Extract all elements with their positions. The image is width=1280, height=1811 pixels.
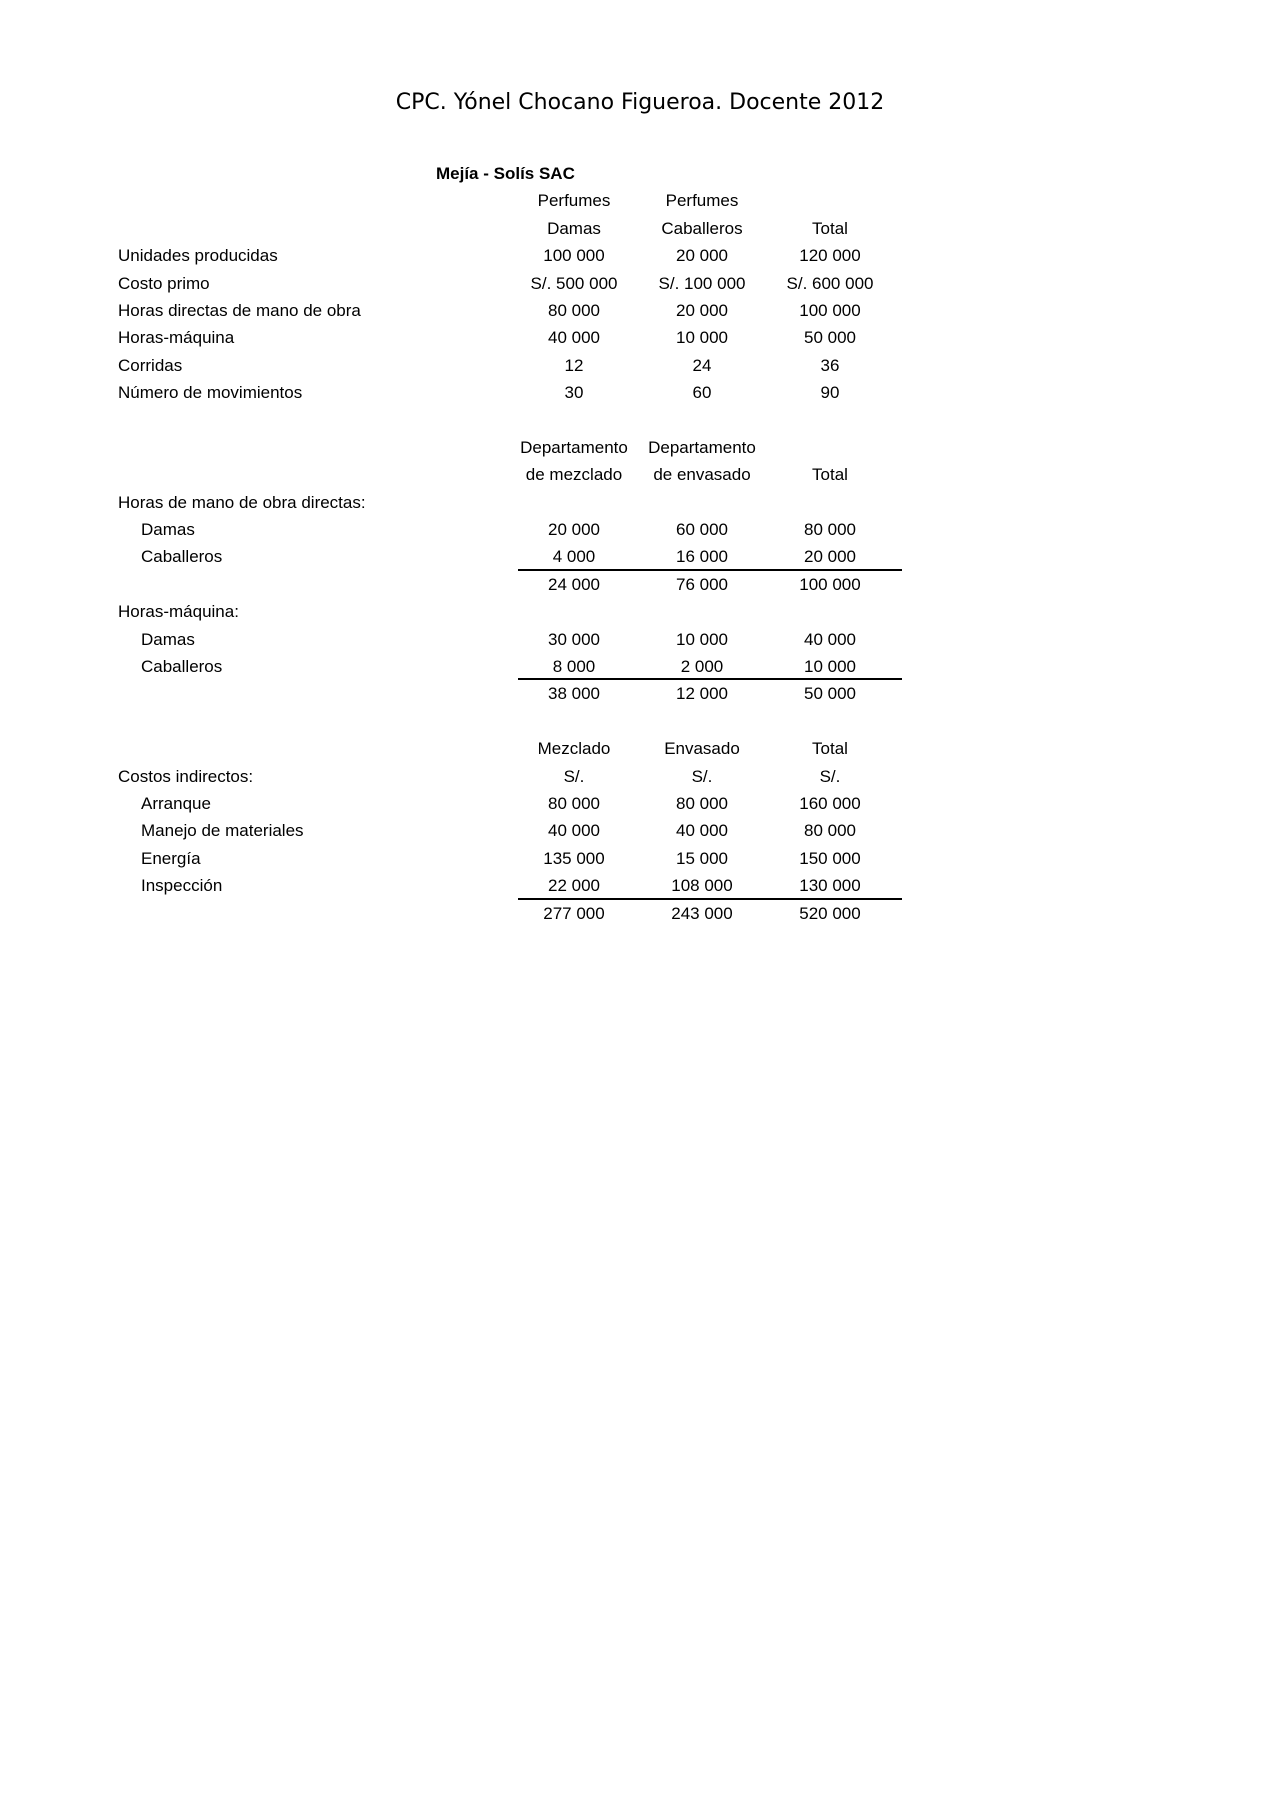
cell: 135 000: [543, 848, 605, 868]
cell: 20 000: [676, 300, 728, 320]
cell: 20 000: [548, 520, 600, 540]
row-label: Unidades producidas: [118, 246, 278, 266]
row-label: Manejo de materiales: [141, 821, 304, 841]
row-label: Arranque: [141, 793, 211, 813]
col-header: de mezclado: [525, 465, 623, 485]
cell: 130 000: [799, 876, 861, 896]
group-label: Horas-máquina:: [118, 602, 239, 622]
cell: S/. 500 000: [530, 273, 618, 293]
company-name: Mejía - Solís SAC: [436, 164, 575, 183]
total-cell: 76 000: [676, 574, 728, 594]
total-cell: 50 000: [804, 684, 856, 704]
row-label: Horas directas de mano de obra: [118, 300, 361, 320]
total-cell: 24 000: [548, 574, 600, 594]
total-cell: 277 000: [543, 903, 605, 923]
row-label: Damas: [141, 629, 195, 649]
cell: 80 000: [676, 793, 728, 813]
group-label: Costos indirectos:: [118, 766, 254, 786]
cell: 150 000: [799, 848, 861, 868]
col-header: Departamento: [520, 437, 628, 457]
total-cell: 243 000: [671, 903, 733, 923]
col-header: Departamento: [648, 437, 756, 457]
row-label: Energía: [141, 848, 201, 868]
cell: 100 000: [799, 300, 861, 320]
col-header: Perfumes: [537, 191, 611, 211]
cell: S/. 600 000: [786, 273, 874, 293]
cell: 15 000: [676, 848, 728, 868]
row-label: Caballeros: [141, 547, 223, 567]
cell: 36: [820, 355, 840, 375]
row-label: Caballeros: [141, 657, 223, 677]
col-header: S/.: [819, 766, 841, 786]
cell: 24: [692, 355, 712, 375]
cell: 120 000: [799, 246, 861, 266]
cell: 20 000: [676, 246, 728, 266]
cell: 12: [564, 355, 584, 375]
total-cell: 12 000: [676, 684, 728, 704]
cell: 90: [820, 383, 840, 403]
col-header: de envasado: [653, 465, 751, 485]
total-cell: 520 000: [799, 903, 861, 923]
page-header-title: CPC. Yónel Chocano Figueroa. Docente 2012: [395, 90, 885, 115]
cell: 8 000: [552, 657, 596, 677]
col-header: Mezclado: [537, 739, 611, 759]
row-label: Corridas: [118, 355, 183, 375]
col-header: Perfumes: [665, 191, 739, 211]
cell: 40 000: [548, 821, 600, 841]
cell: 4 000: [552, 547, 596, 567]
cell: 2 000: [680, 657, 724, 677]
cell: 22 000: [548, 876, 600, 896]
cell: 108 000: [671, 876, 733, 896]
cell: 40 000: [804, 629, 856, 649]
col-header: Envasado: [664, 739, 740, 759]
col-header: Total: [812, 739, 848, 759]
cell: 10 000: [804, 657, 856, 677]
total-cell: 100 000: [799, 574, 861, 594]
cell: 50 000: [804, 328, 856, 348]
col-header: S/.: [691, 766, 713, 786]
cell: 80 000: [804, 520, 856, 540]
cell: 100 000: [543, 246, 605, 266]
cell: 10 000: [676, 328, 728, 348]
cell: 10 000: [676, 629, 728, 649]
row-label: Horas-máquina: [118, 328, 235, 348]
cell: 30: [564, 383, 584, 403]
row-label: Inspección: [141, 876, 223, 896]
row-label: Costo primo: [118, 273, 210, 293]
cell: 16 000: [676, 547, 728, 567]
cell: 30 000: [548, 629, 600, 649]
cell: 20 000: [804, 547, 856, 567]
cell: 80 000: [804, 821, 856, 841]
col-header: Total: [812, 465, 848, 485]
row-label: Número de movimientos: [118, 383, 303, 403]
total-cell: 38 000: [548, 684, 600, 704]
cell: 40 000: [548, 328, 600, 348]
col-header: Damas: [547, 218, 601, 238]
col-header: Total: [812, 218, 848, 238]
col-header: S/.: [563, 766, 585, 786]
cell: 60 000: [676, 520, 728, 540]
cell: S/. 100 000: [658, 273, 746, 293]
cell: 40 000: [676, 821, 728, 841]
cell: 80 000: [548, 793, 600, 813]
cell: 60: [692, 383, 712, 403]
row-label: Damas: [141, 520, 195, 540]
group-label: Horas de mano de obra directas:: [118, 492, 366, 512]
col-header: Caballeros: [661, 218, 743, 238]
cell: 80 000: [548, 300, 600, 320]
cell: 160 000: [799, 793, 861, 813]
